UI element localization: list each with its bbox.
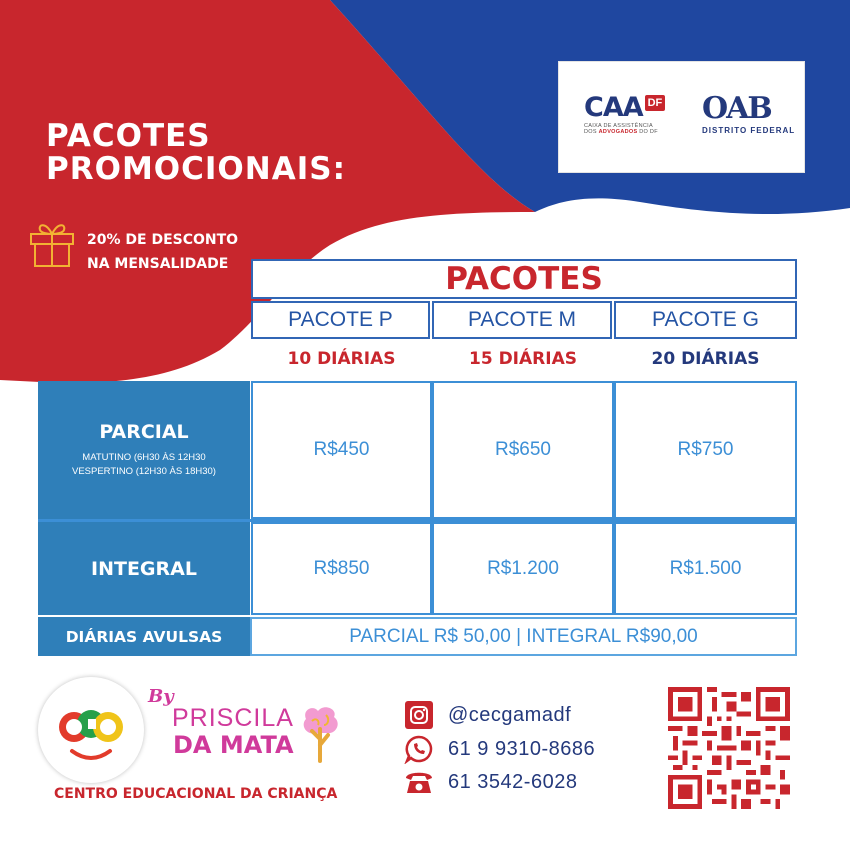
package-days-p: 10 DIÁRIAS bbox=[251, 340, 432, 378]
caa-sub-line-1: CAIXA DE ASSISTÊNCIA bbox=[584, 123, 653, 129]
price-integral-p: R$850 bbox=[251, 522, 432, 615]
caa-sub-b: ADVOGADOS bbox=[598, 129, 638, 135]
parcial-schedule-line-2: VESPERTINO (12H30 ÀS 18H30) bbox=[72, 466, 216, 477]
package-days-m: 15 DIÁRIAS bbox=[432, 340, 614, 378]
cec-letters: CEC bbox=[89, 779, 93, 780]
whatsapp-icon bbox=[404, 734, 434, 764]
caa-sub-line-2 bbox=[584, 129, 676, 135]
avulsas-value: PARCIAL R$ 50,00 | INTEGRAL R$90,00 bbox=[250, 617, 797, 656]
caa-logo bbox=[584, 92, 676, 135]
avulsas-label: DIÁRIAS AVULSAS bbox=[38, 617, 250, 656]
whatsapp-number: 61 9 9310-8686 bbox=[448, 737, 596, 760]
parcial-title: PARCIAL bbox=[99, 421, 189, 443]
price-integral-m: R$1.200 bbox=[432, 522, 614, 615]
qr-code[interactable] bbox=[667, 687, 791, 809]
price-integral-g: R$1.500 bbox=[614, 522, 797, 615]
discount-line-1: 20% DE DESCONTO bbox=[87, 232, 239, 248]
cec-logo-art bbox=[38, 677, 144, 783]
cec-logo bbox=[38, 677, 144, 783]
discount-text bbox=[87, 228, 238, 276]
title-line-1: PACOTES bbox=[46, 118, 211, 154]
caa-sub-a: DOS bbox=[584, 129, 599, 135]
by-label: By bbox=[148, 686, 174, 707]
page-title bbox=[46, 120, 346, 186]
oab-logo bbox=[702, 92, 798, 135]
title-line-2: PROMOCIONAIS: bbox=[46, 151, 346, 187]
price-parcial-p: R$450 bbox=[251, 381, 432, 519]
row-label-parcial bbox=[38, 381, 250, 519]
parcial-schedule bbox=[72, 451, 216, 479]
partner-logos-card bbox=[558, 61, 805, 173]
integral-title: INTEGRAL bbox=[91, 557, 197, 580]
price-parcial-m: R$650 bbox=[432, 381, 614, 519]
gift-icon bbox=[28, 218, 76, 268]
caa-sub-c: DO DF bbox=[637, 129, 658, 135]
package-days-g: 20 DIÁRIAS bbox=[614, 340, 797, 378]
instagram-handle: @cecgamadf bbox=[448, 703, 572, 726]
caa-badge: DF bbox=[645, 95, 666, 111]
school-name: CENTRO EDUCACIONAL DA CRIANÇA bbox=[54, 786, 338, 802]
priscila-word: PRISCILA bbox=[172, 704, 294, 732]
oab-word: OAB bbox=[702, 91, 771, 126]
instagram-icon bbox=[404, 700, 434, 730]
contact-whatsapp[interactable] bbox=[404, 734, 595, 764]
discount-line-2: NA MENSALIDADE bbox=[87, 256, 229, 272]
phone-number: 61 3542-6028 bbox=[448, 770, 578, 793]
caa-word: CAA bbox=[584, 92, 643, 123]
tree-icon bbox=[296, 703, 344, 763]
package-header-g: PACOTE G bbox=[614, 301, 797, 339]
caa-subtitle bbox=[584, 123, 676, 135]
contact-phone[interactable] bbox=[404, 767, 577, 797]
packages-table-title: PACOTES bbox=[251, 259, 797, 299]
contact-instagram[interactable] bbox=[404, 700, 571, 730]
parcial-schedule-line-1: MATUTINO (6H30 ÀS 12H30 bbox=[82, 452, 206, 463]
row-label-integral bbox=[38, 522, 250, 615]
da-mata-word: DA MATA bbox=[173, 731, 294, 759]
package-header-p: PACOTE P bbox=[251, 301, 430, 339]
oab-subtitle: DISTRITO FEDERAL bbox=[702, 126, 796, 135]
package-header-m: PACOTE M bbox=[432, 301, 612, 339]
phone-icon bbox=[404, 767, 434, 797]
price-parcial-g: R$750 bbox=[614, 381, 797, 519]
